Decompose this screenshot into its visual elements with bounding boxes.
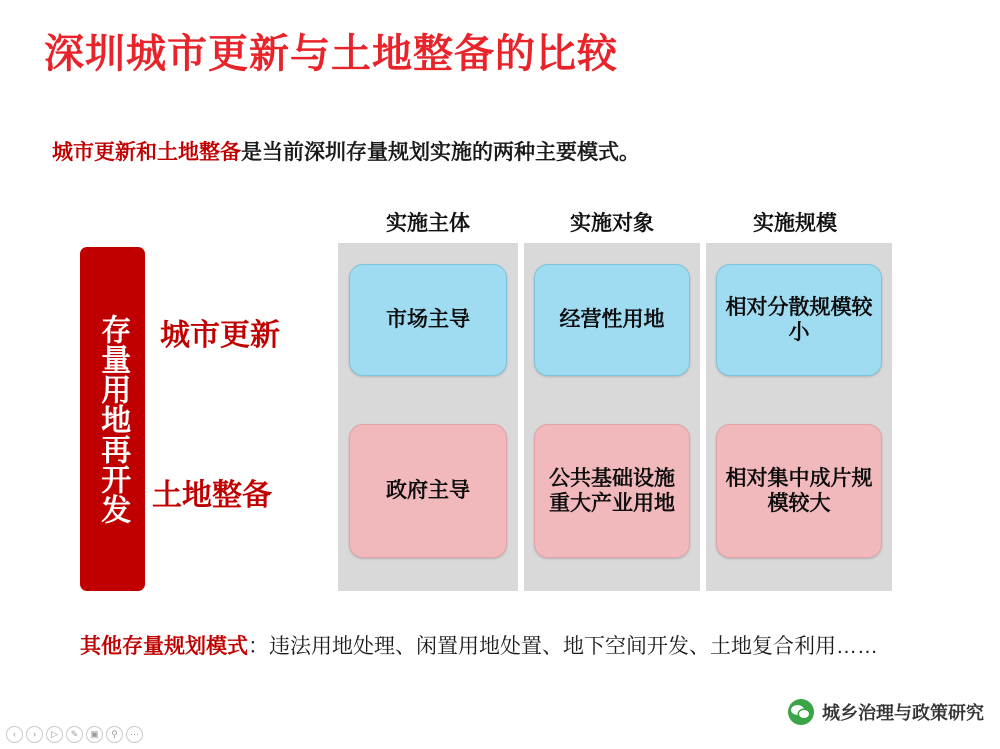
footnote-rest: ：违法用地处理、闲置用地处置、地下空间开发、土地复合利用……	[248, 635, 878, 658]
row-label-land-consolidation: 土地整备	[152, 479, 272, 512]
column-header-scale: 实施规模	[753, 212, 837, 235]
screen-button[interactable]: ▣	[86, 726, 103, 743]
next-button[interactable]: ›	[26, 726, 43, 743]
slide-toolbar[interactable]	[6, 726, 143, 743]
vertical-category-bar	[80, 247, 145, 591]
cell-consolidation-scale: 相对集中成片规模较大	[716, 424, 882, 558]
wechat-logo-icon	[788, 699, 814, 725]
cell-renewal-object: 经营性用地	[534, 264, 690, 376]
column-header-subject: 实施主体	[386, 212, 470, 235]
page-title: 深圳城市更新与土地整备的比较	[44, 32, 618, 76]
cell-renewal-subject: 市场主导	[349, 264, 507, 376]
prev-button[interactable]: ‹	[6, 726, 23, 743]
watermark	[788, 699, 984, 725]
watermark-label: 城乡治理与政策研究	[822, 703, 984, 723]
row-label-urban-renewal: 城市更新	[160, 319, 280, 352]
subtitle-line	[52, 136, 640, 166]
more-button[interactable]: ⋯	[126, 726, 143, 743]
column-header-object: 实施对象	[570, 212, 654, 235]
zoom-button[interactable]: ⚲	[106, 726, 123, 743]
vertical-category-label: 存量用地再开发	[96, 314, 130, 524]
subtitle-highlight: 城市更新和土地整备	[52, 141, 241, 164]
footnote	[80, 628, 940, 667]
cell-renewal-scale: 相对分散规模较小	[716, 264, 882, 376]
pen-button[interactable]: ✎	[66, 726, 83, 743]
cell-consolidation-object: 公共基础设施重大产业用地	[534, 424, 690, 558]
cell-consolidation-subject: 政府主导	[349, 424, 507, 558]
footnote-highlight: 其他存量规划模式	[80, 635, 248, 658]
play-button[interactable]: ▷	[46, 726, 63, 743]
subtitle-rest: 是当前深圳存量规划实施的两种主要模式。	[241, 141, 640, 164]
